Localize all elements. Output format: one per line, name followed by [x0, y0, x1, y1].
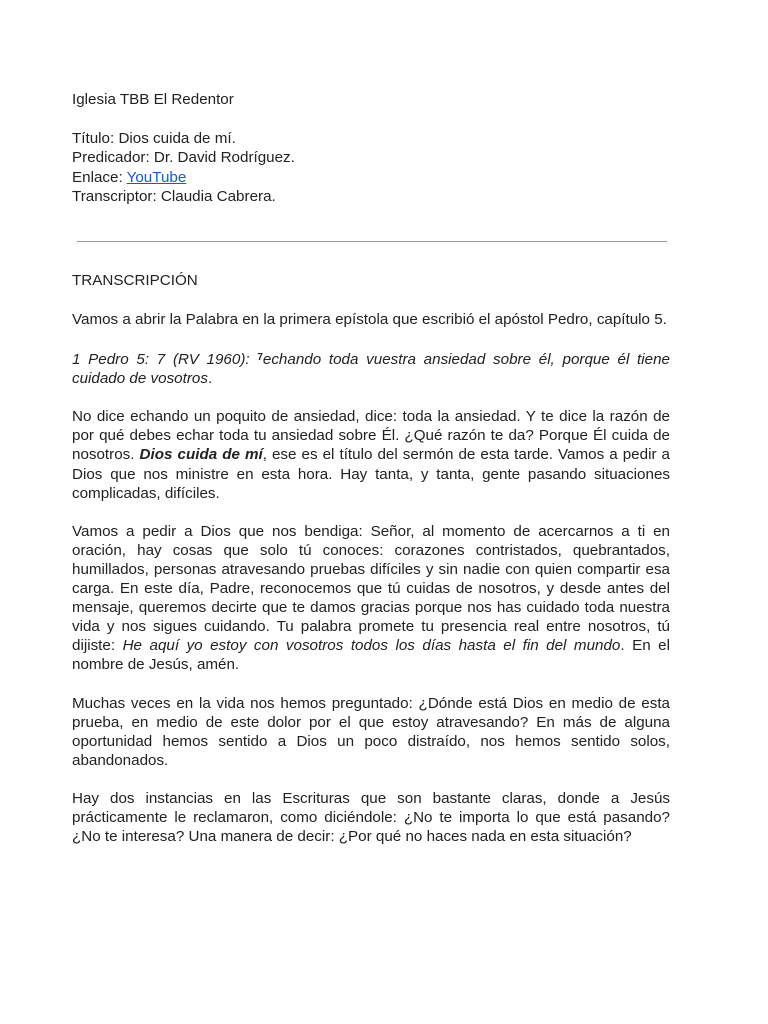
paragraph-3-before: No dice echando un poquito de ansiedad, dice: toda la ansiedad. Y te dice la razón de por qué debes echar toda tu ansiedad sobre Él. ¿Qué razón te da? Porque Él cuida de nosotros. — [72, 408, 670, 464]
paragraph-4-before: Vamos a pedir a Dios que nos bendiga: Señor, al momento de acercarnos a ti en oración, hay cosas que solo tú conoces: corazones contristados, quebrantados, humillados, personas atravesando pruebas difíciles y sin nadie con quien compartir esa carga. En este día, Padre, reconocemos que tú cuidas de nosotros, y desde antes del mensaje, queremos decirte que te damos gracias porque nos has cuidado toda nuestra vida y nos sigues cuidando. Tu palabra promete tu presencia real entre nosotros, tú dijiste: — [72, 522, 670, 655]
verse-text: echando toda vuestra ansiedad sobre él, porque él tiene cuidado de vosotros — [72, 351, 670, 388]
paragraph-3-after: , ese es el título del sermón de esta tarde. Vamos a pedir a Dios que nos ministre en esta hora. Hay tanta, y tanta, gente pasando situaciones complicadas, difíciles. — [72, 446, 670, 502]
sermon-title-emphasis: Dios cuida de mí — [139, 446, 263, 464]
transcription-body — [72, 271, 670, 865]
verse-paragraph — [72, 348, 670, 388]
preacher-label: Predicador: — [72, 149, 150, 167]
section-heading: TRANSCRIPCIÓN — [72, 272, 198, 289]
link-line — [72, 168, 670, 188]
church-name: Iglesia TBB El Redentor — [72, 91, 234, 108]
paragraph-4-after: . En el nombre de Jesús, amén. — [72, 637, 670, 674]
preacher-line — [72, 148, 670, 168]
paragraph-3 — [72, 407, 670, 502]
verse-end: . — [207, 370, 213, 388]
transcriber-label: Transcriptor: — [72, 188, 157, 206]
paragraph-4 — [72, 522, 670, 675]
preacher-name: Dr. David Rodríguez. — [153, 149, 295, 167]
title-label: Título: — [72, 129, 115, 147]
sermon-title: Dios cuida de mí. — [118, 129, 236, 147]
transcriber-name: Claudia Cabrera. — [160, 188, 276, 206]
paragraph-5: Muchas veces en la vida nos hemos preguntado: ¿Dónde está Dios en medio de esta prueba, en medio de este dolor por el que estoy atravesando? En más de alguna oportunidad hemos sentido a Dios un poco distraído, nos hemos sentido solos, abandonados. — [72, 694, 670, 769]
transcriber-line — [72, 187, 670, 207]
link-label: Enlace: — [72, 168, 123, 186]
paragraph-1: Vamos a abrir la Palabra en la primera epístola que escribió el apóstol Pedro, capítulo 5. — [72, 311, 667, 328]
horizontal-divider — [77, 241, 667, 242]
title-line — [72, 129, 670, 149]
verse-reference: 1 Pedro 5: 7 (RV 1960): — [72, 351, 250, 369]
paragraph-6: Hay dos instancias en las Escrituras que son bastante claras, donde a Jesús prácticamente le reclamaron, como diciéndole: ¿No te importa lo que está pasando? ¿No te interesa? Una manera de decir: ¿Por qué no haces nada en esta situación? — [72, 789, 670, 846]
verse-number: 7 — [257, 352, 263, 364]
youtube-link[interactable]: YouTube — [126, 168, 187, 186]
document-header — [72, 90, 670, 207]
scripture-quote: He aquí yo estoy con vosotros todos los días hasta el fin del mundo — [122, 637, 621, 655]
